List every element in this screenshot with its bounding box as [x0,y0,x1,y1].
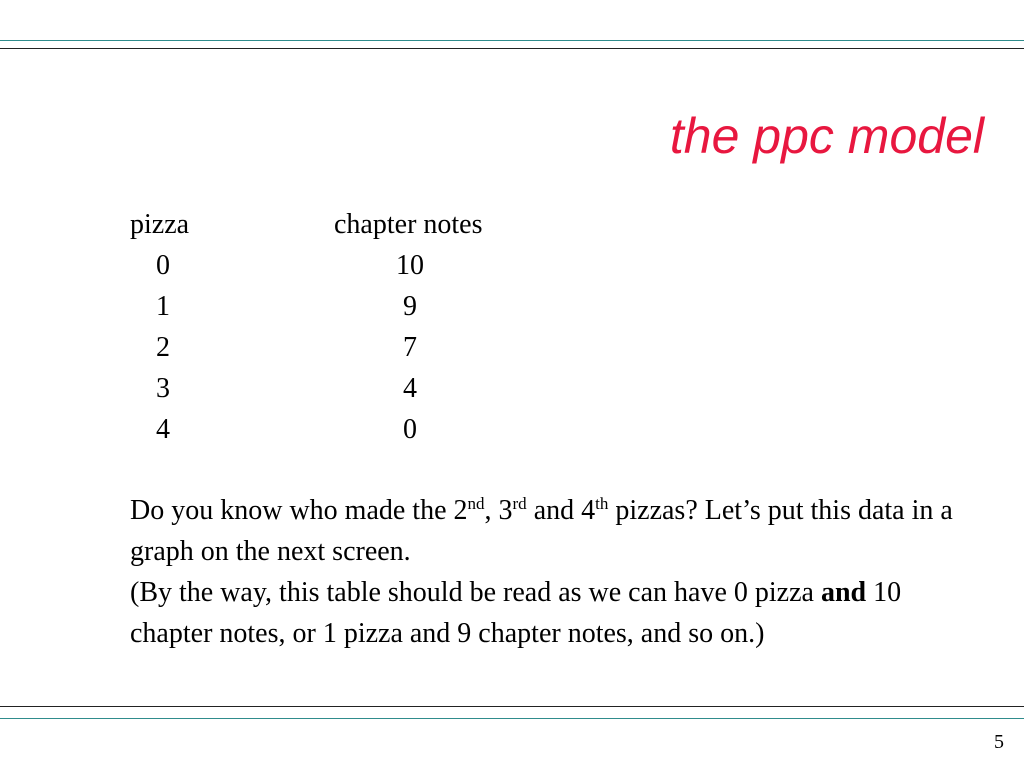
text-run: (By the way, this table should be read as we can have 0 pizza [130,577,821,608]
chapter-notes-cell: 0 [403,414,417,445]
chapter-notes-cell: 7 [403,332,417,363]
pizza-cell: 1 [156,291,170,322]
explanation-paragraph [130,572,990,654]
question-paragraph [130,490,990,572]
chapter-notes-cell: 4 [403,373,417,404]
text-run: , 3 [484,495,513,526]
chapter-notes-column [334,204,486,450]
ordinal-suffix: nd [467,494,485,513]
pizza-cell: 2 [156,332,170,363]
bottom-rule-dark [0,706,1024,707]
text-run: Do you know who made the 2 [130,495,468,526]
pizza-cell: 4 [156,414,170,445]
bold-and: and [820,577,867,608]
text-run: pizzas? Let’s put this data in a graph on the next screen. [130,495,953,567]
top-rule-teal [0,40,1024,41]
chapter-notes-cell: 9 [403,291,417,322]
body-text [130,490,990,654]
bottom-rule-teal [0,718,1024,719]
chapter-notes-cell: 10 [396,250,424,281]
pizza-cell: 3 [156,373,170,404]
chapter-notes-header: chapter notes [334,209,483,240]
slide-title: the ppc model [669,108,984,164]
text-run: 10 chapter notes, or 1 pizza and 9 chapter notes, and so on.) [130,577,902,649]
top-rule-dark [0,48,1024,49]
pizza-header: pizza [130,209,190,240]
ordinal-suffix: rd [512,494,527,513]
text-run: and 4 [526,495,596,526]
pizza-cell: 0 [156,250,170,281]
page-number: 5 [994,731,1004,753]
ordinal-suffix: th [595,494,609,513]
pizza-column [130,204,189,450]
